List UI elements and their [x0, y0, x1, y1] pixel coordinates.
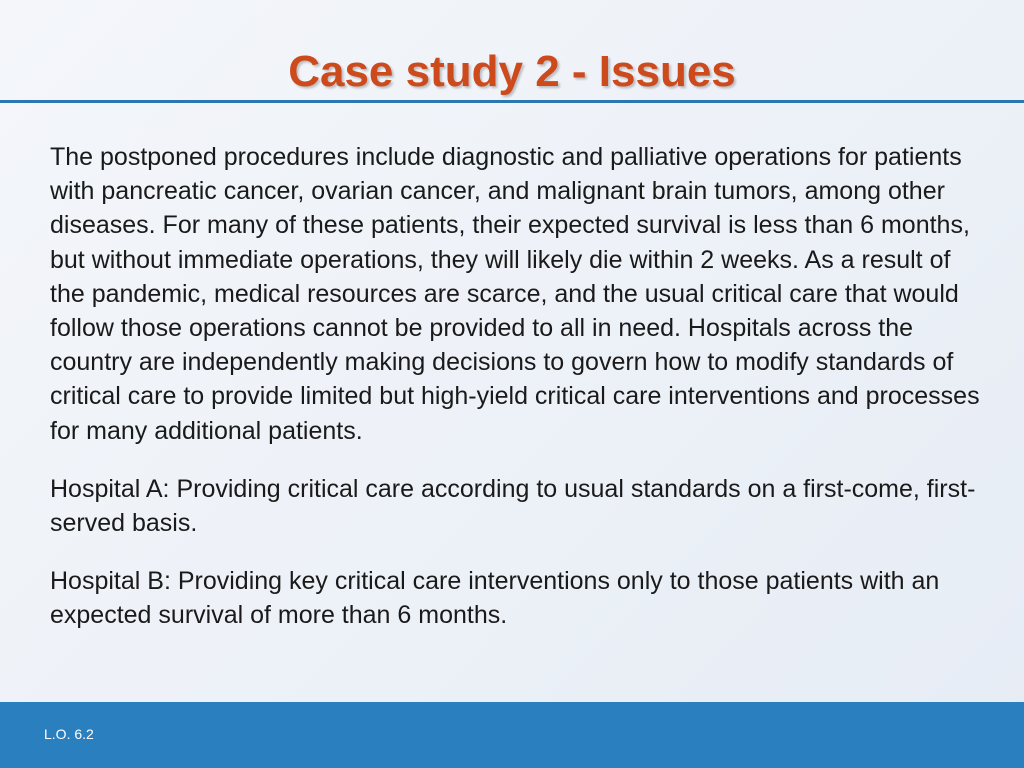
slide-body — [50, 140, 985, 657]
title-divider — [0, 100, 1024, 103]
body-paragraph-hospital-a: Hospital A: Providing critical care according to usual standards on a first-come, first-served basis. — [50, 474, 976, 538]
slide-title: Case study 2 - Issues — [288, 47, 736, 96]
footer-label: L.O. 6.2 — [44, 726, 94, 742]
body-paragraph-intro: The postponed procedures include diagnostic and palliative operations for patients with pancreatic cancer, ovarian cancer, and malignant brain tumors, among other diseases. For many of these patients, their expected survival is less than 6 months, but without immediate operations, they will likely die within 2 weeks. As a result of the pandemic, medical resources are scarce, and the usual critical care that would follow those operations cannot be provided to all in need. Hospitals across the country are independently making decisions to govern how to modify standards of critical care to provide limited but high-yield critical care interventions and processes for many additional patients. — [50, 143, 980, 445]
body-paragraph-hospital-b: Hospital B: Providing key critical care interventions only to those patients with an expected survival of more than 6 months. — [50, 567, 940, 630]
footer-bar — [0, 702, 1024, 768]
